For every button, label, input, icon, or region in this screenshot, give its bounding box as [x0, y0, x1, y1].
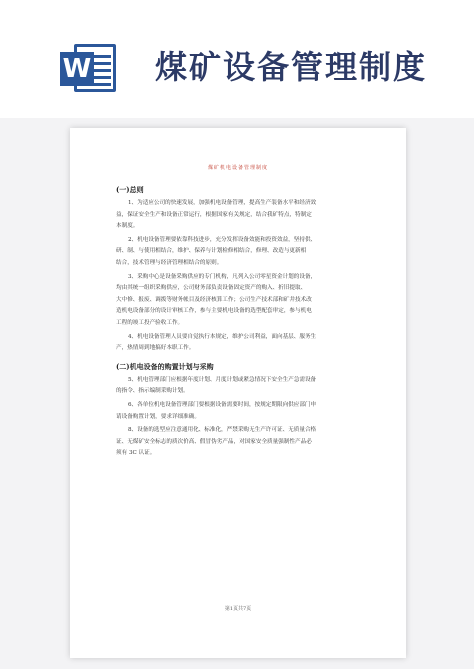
paragraph	[116, 198, 356, 233]
paragraph-line: 4、机电设备管理人员要自觉执行本规定，维护公司利益，面向基层、服务生	[128, 333, 317, 340]
paragraph-line: 造机电设备部分的设计审核工作，参与主要机电设备的选型配套审定，参与机电	[116, 308, 312, 315]
paragraph-line: 6、各单位机电设备管理部门要根据设备需要时间，按规定期限向供应部门申	[128, 401, 317, 408]
paragraph-line: 须有 3C 认证。	[116, 450, 156, 457]
paragraph	[116, 272, 356, 330]
paragraph-line: 证、无煤矿安全标志的质次价高、假冒伪劣产品，对国家安全质量强制性产品必	[116, 438, 312, 445]
word-icon	[60, 40, 118, 96]
page-footer: 第1页共7页	[224, 606, 252, 612]
paragraph-line: 请设备购置计划，要求详细准确。	[116, 413, 200, 420]
paragraph-line: 5、机电管理部门应根据年度计划、月度计划或紧急情况下安全生产急需设备	[128, 376, 317, 383]
section-heading: (一)总则	[116, 185, 144, 194]
paragraph-line: 1、为适应公司的快速发展，加强机电设备管理，提高生产装备水平和经济效	[128, 200, 317, 206]
page-heading: 煤矿机电设备管理制度	[207, 165, 268, 171]
paragraph-line: 均由其统一组织采购供应，公司财务部负责设备固定资产的购入、折旧提取、	[116, 285, 307, 292]
paragraph-line: 工程的竣工投产验收工作。	[116, 319, 184, 326]
paragraph-line: 8、设备的选型应注意通用化、标准化，严禁采购无生产许可证、无质量合格	[128, 427, 317, 434]
paragraph-line: 3、采购中心是设备采购供应的专门机构，凡列入公司零星资金计划的设备，	[128, 273, 317, 280]
paragraph-line: 研、制、与使用相结合，维护、保养与计划检修相结合，修理、改造与更新相	[116, 248, 307, 255]
paragraph-line: 益，保证安全生产和设备正常运行，根据国家有关规定，结合我矿特点，特制定	[116, 211, 312, 218]
header-banner	[0, 0, 474, 118]
word-badge: W	[60, 52, 94, 86]
paragraph-line: 本制度。	[116, 223, 139, 230]
paragraph	[116, 400, 356, 423]
paragraph	[116, 235, 356, 270]
paragraph-line: 2、机电设备管理要依靠科技进步，充分发挥设备效能和投资效益，坚持供、	[128, 236, 317, 243]
paragraph	[116, 375, 356, 398]
document-title: 煤矿设备管理制度	[155, 48, 428, 86]
section-heading: (二)机电设备的购置计划与采购	[116, 361, 214, 371]
paragraph-line: 的指令、指示编制采购计划。	[116, 388, 189, 395]
paragraph	[116, 332, 356, 355]
page-content	[116, 178, 356, 460]
paragraph	[116, 425, 356, 460]
paragraph-line: 大中修、报废、调拨等财务帐目及经济核算工作；公司生产技术部和矿井技术改	[116, 296, 312, 303]
document-page	[70, 128, 406, 658]
paragraph-line: 结合，技术管理与经济管理相结合的原则。	[116, 259, 223, 266]
paragraph-line: 产，热情周到地搞好本职工作。	[116, 345, 195, 352]
